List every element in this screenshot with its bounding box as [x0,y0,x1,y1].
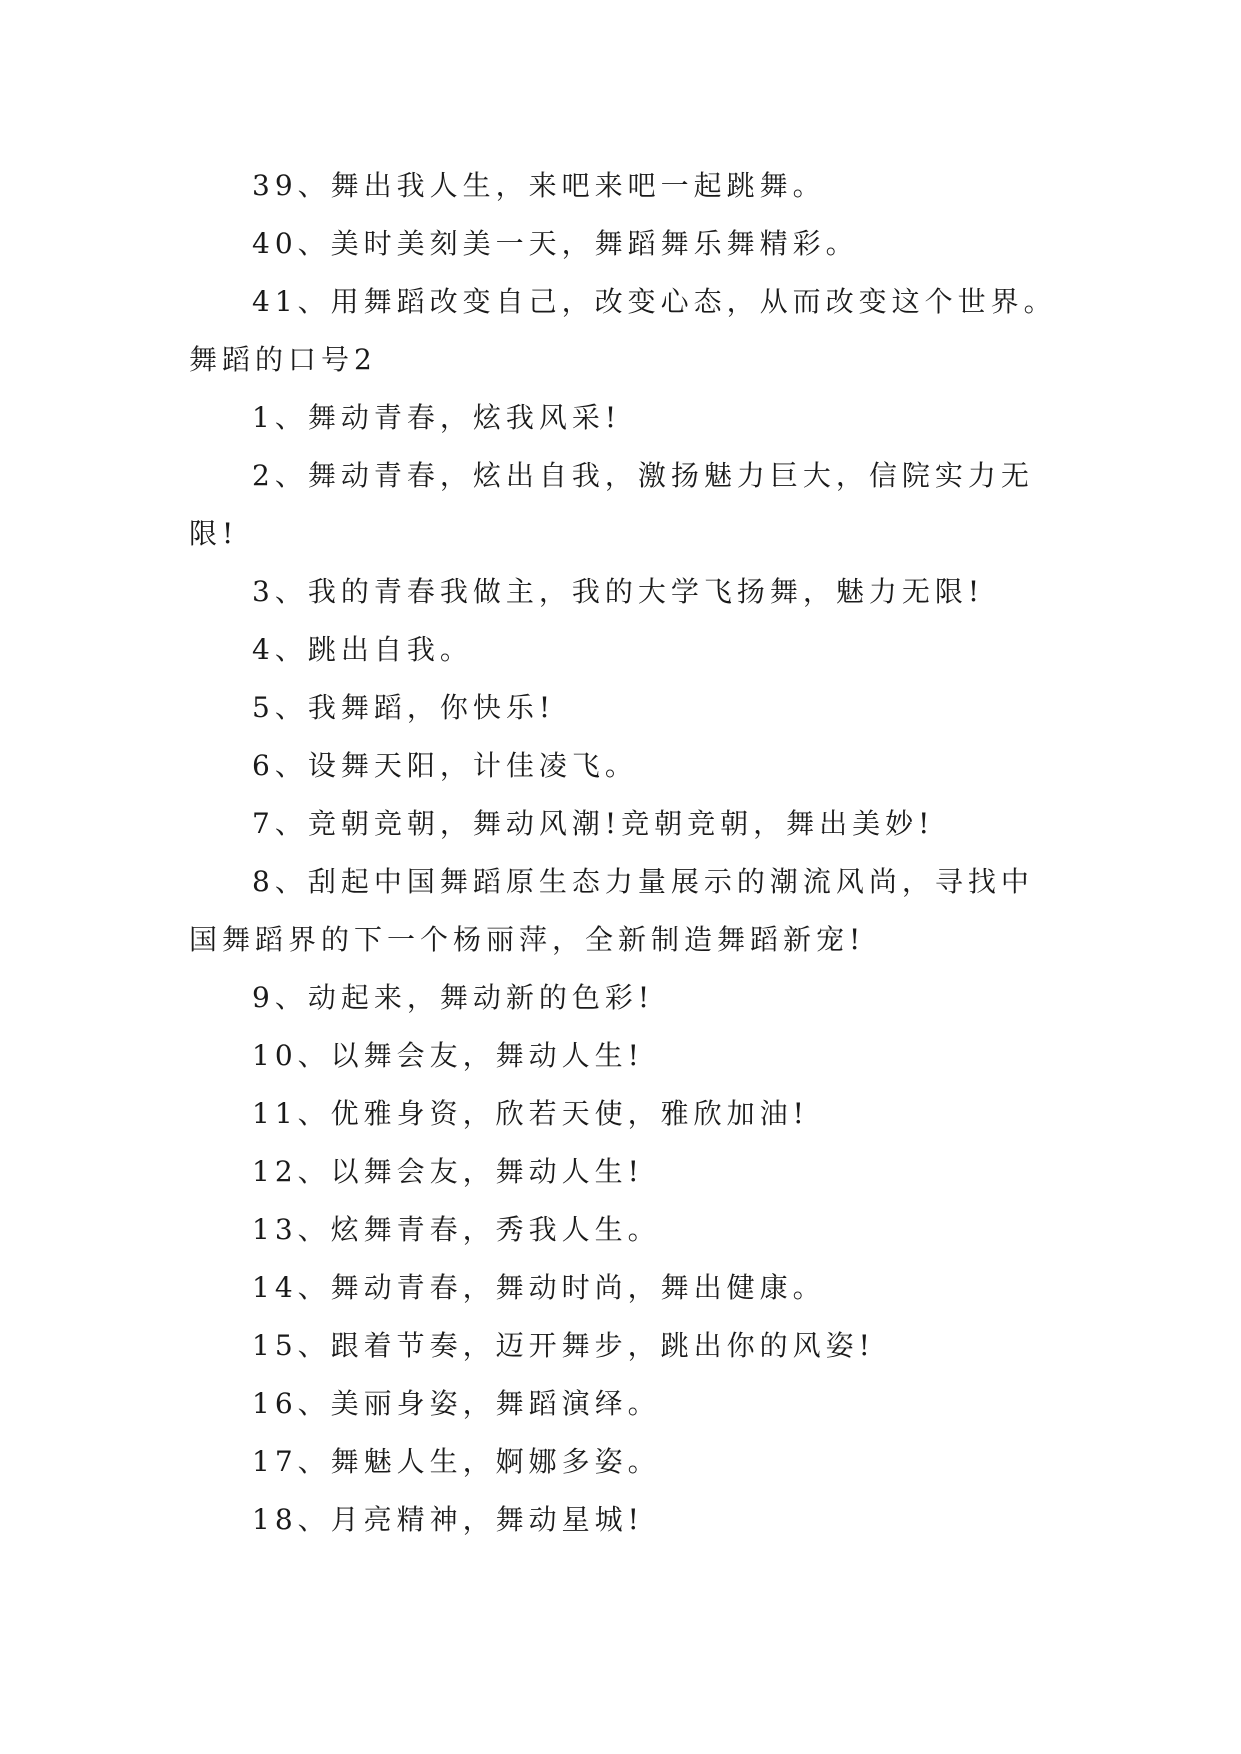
text-line: 5、我舞蹈，你快乐! [252,691,556,724]
text-line: 16、美丽身姿，舞蹈演绎。 [252,1387,661,1420]
text-line: 2、舞动青春，炫出自我，激扬魅力巨大，信院实力无 [252,459,1034,492]
text-line: 3、我的青春我做主，我的大学飞扬舞，魅力无限! [252,575,985,608]
text-line: 9、动起来，舞动新的色彩! [252,981,655,1014]
section-heading: 舞蹈的口号2 [189,343,377,376]
text-line: 11、优雅身资，欣若天使，雅欣加油! [252,1097,809,1130]
text-line: 17、舞魅人生，婀娜多姿。 [252,1445,661,1478]
text-line: 41、用舞蹈改变自己，改变心态，从而改变这个世界。 [252,285,1057,318]
text-line: 13、炫舞青春，秀我人生。 [252,1213,661,1246]
text-line: 14、舞动青春，舞动时尚，舞出健康。 [252,1271,826,1304]
text-line: 15、跟着节奏，迈开舞步，跳出你的风姿! [252,1329,875,1362]
text-line: 国舞蹈界的下一个杨丽萍，全新制造舞蹈新宠! [189,923,866,956]
text-line: 10、以舞会友，舞动人生! [252,1039,644,1072]
text-line: 39、舞出我人生，来吧来吧一起跳舞。 [252,169,826,202]
text-line: 4、跳出自我。 [252,633,473,666]
text-line: 8、刮起中国舞蹈原生态力量展示的潮流风尚，寻找中 [252,865,1034,898]
text-line: 6、设舞天阳，计佳凌飞。 [252,749,638,782]
text-line: 1、舞动青春，炫我风采! [252,401,622,434]
text-line: 40、美时美刻美一天，舞蹈舞乐舞精彩。 [252,227,859,260]
text-line: 12、以舞会友，舞动人生! [252,1155,644,1188]
text-line: 18、月亮精神，舞动星城! [252,1503,644,1536]
text-line: 限! [189,517,239,550]
text-line: 7、竞朝竞朝，舞动风潮!竞朝竞朝，舞出美妙! [252,807,935,840]
